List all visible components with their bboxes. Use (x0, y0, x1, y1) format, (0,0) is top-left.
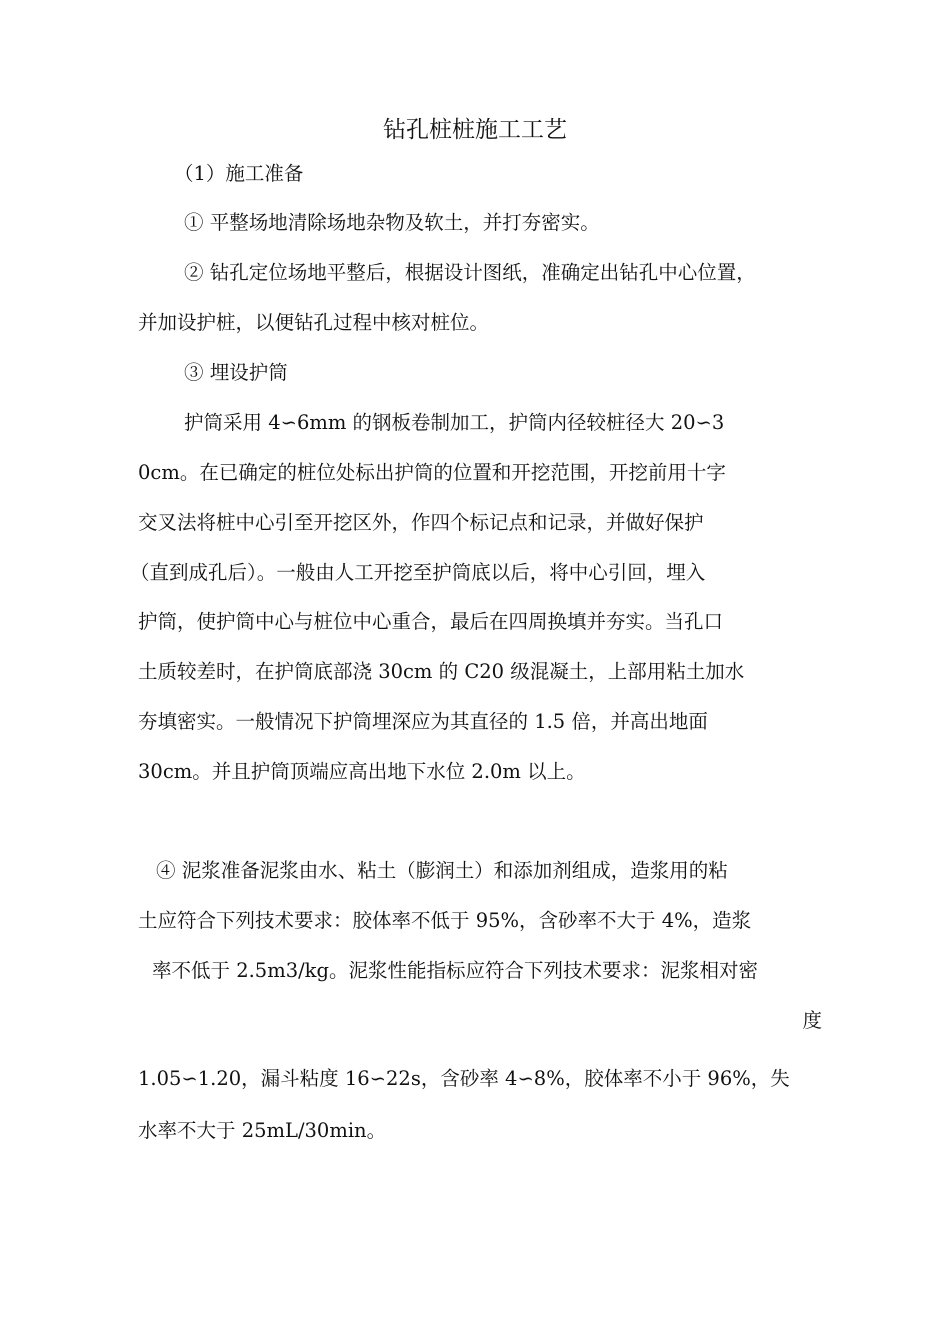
paragraph-line: （直到成孔后）。一般由人工开挖至护筒底以后，将中心引回，埋入 (130, 561, 706, 584)
paragraph-line: 并加设护桩，以便钻孔过程中核对桩位。 (138, 311, 490, 334)
paragraph-line: 率不低于 2.5m3/kg。泥浆性能指标应符合下列技术要求：泥浆相对密 (152, 959, 758, 982)
paragraph-line: ④ 泥浆准备泥浆由水、粘土（膨润土）和添加剂组成，造浆用的粘 (156, 859, 728, 882)
paragraph-line: 土应符合下列技术要求：胶体率不低于 95%，含砂率不大于 4%，造浆 (138, 909, 752, 932)
paragraph-line: 护筒，使护筒中心与桩位中心重合，最后在四周换填并夯实。当孔口 (138, 610, 724, 633)
paragraph-line: 护筒采用 4∽6mm 的钢板卷制加工，护筒内径较桩径大 20∽3 (184, 411, 725, 434)
document-title: 钻孔桩桩施工工艺 (383, 117, 567, 143)
paragraph-line: ② 钻孔定位场地平整后，根据设计图纸，准确定出钻孔中心位置， (184, 261, 756, 284)
paragraph-line: 水率不大于 25mL/30min。 (138, 1119, 387, 1142)
paragraph-line: 交叉法将桩中心引至开挖区外，作四个标记点和记录，并做好保护 (138, 511, 704, 534)
paragraph-line: 1.05∽1.20，漏斗粘度 16∽22s，含砂率 4∽8%，胶体率不小于 96%，失 (138, 1067, 790, 1090)
paragraph-line: 土质较差时，在护筒底部浇 30cm 的 C20 级混凝土，上部用粘土加水 (138, 660, 745, 683)
paragraph-line: 30cm。并且护筒顶端应高出地下水位 2.0m 以上。 (138, 760, 586, 783)
section-heading-preparation: （1）施工准备 (174, 162, 304, 185)
paragraph-line: 夯填密实。一般情况下护筒埋深应为其直径的 1.5 倍，并高出地面 (138, 710, 708, 733)
paragraph-line: ③ 埋设护筒 (184, 361, 288, 384)
paragraph-line: 0cm。在已确定的桩位处标出护筒的位置和开挖范围，开挖前用十字 (138, 461, 726, 484)
paragraph-line: 度 (802, 1009, 822, 1032)
paragraph-line: ① 平整场地清除场地杂物及软土，并打夯密实。 (184, 211, 600, 234)
